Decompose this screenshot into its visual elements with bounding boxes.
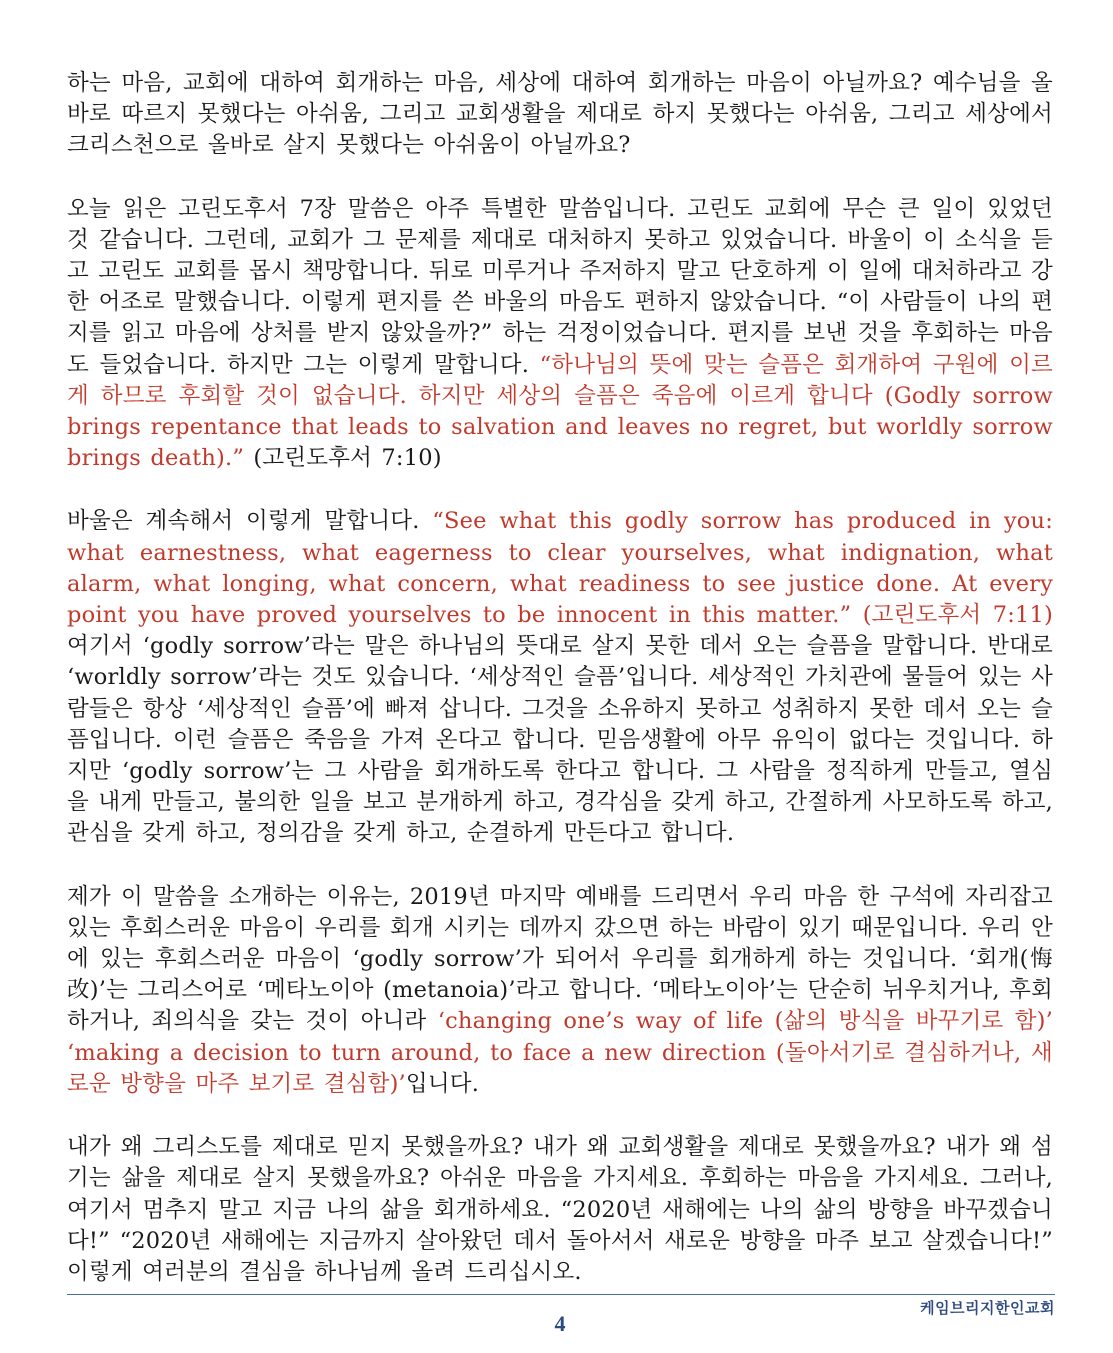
paragraph-5	[67, 1132, 1053, 1288]
paragraph-text: 입니다.	[405, 1070, 480, 1097]
highlighted-definition: ‘changing one’s way of life (삶의 방식을 바꾸기로 함)’ ‘making a decision to turn around, to face a new direction (돌아서기로 결심하거나, 새로운 방향을 마주 보기로 결심함)’	[67, 1008, 1053, 1097]
scripture-quote: “See what this godly sorrow has produced in you: what earnestness, what eagerness to clear yourselves, what indignation, what alarm, what longing, what concern, what readiness to see justice done. At every point you have proved yourselves to be innocent in this matter.”	[67, 508, 1053, 629]
paragraph-text: 제가 이 말씀을 소개하는 이유는, 2019년 마지막 예배를 드리면서 우리 마음 한 구석에 자리잡고 있는 후회스러운 마음이 우리를 회개 시키는 데까지 갔으면 하는 바람이 있기 때문입니다. 우리 안에 있는 후회스러운 마음이 ‘godly sorrow’가 되어서 우리를 회개하게 하는 것입니다. ‘회개(悔改)’는 그리스어로 ‘메타노이아 (metanoia)’라고 합니다. ‘메타노이아’는 단순히 뉘우치거나, 후회하거나, 죄의식을 갖는 것이 아니라	[67, 883, 1053, 1035]
paragraph-2	[67, 194, 1053, 475]
paragraph-text: 하는 마음, 교회에 대하여 회개하는 마음, 세상에 대하여 회개하는 마음이 아닐까요? 예수님을 올바로 따르지 못했다는 아쉬움, 그리고 교회생활을 제대로 하지 못했다는 아쉬움, 그리고 세상에서 크리스천으로 올바로 살지 못했다는 아쉬움이 아닐까요?	[67, 70, 1053, 159]
paragraph-text: 내가 왜 그리스도를 제대로 믿지 못했을까요? 내가 왜 교회생활을 제대로 못했을까요? 내가 왜 섬기는 삶을 제대로 살지 못했을까요? 아쉬운 마음을 가지세요. 후회하는 마음을 가지세요. 그러나, 여기서 멈추지 말고 지금 나의 삶을 회개하세요. “2020년 새해에는 나의 삶의 방향을 바꾸겠습니다!” “2020년 새해에는 지금까지 살아왔던 데서 돌아서서 새로운 방향을 마주 보고 살겠습니다!” 이렇게 여러분의 결심을 하나님께 올려 드리십시오.	[67, 1134, 1053, 1285]
page-body	[67, 68, 1053, 1320]
paragraph-1	[67, 68, 1053, 162]
footer-divider	[67, 1294, 1055, 1295]
paragraph-3	[67, 506, 1053, 849]
scripture-reference: (고린도후서 7:10)	[244, 445, 442, 472]
church-name: 케임브리지한인교회	[920, 1299, 1055, 1317]
paragraph-text: 여기서 ‘godly sorrow’라는 말은 하나님의 뜻대로 살지 못한 데서 오는 슬픔을 말합니다. 반대로 ‘worldly sorrow’라는 것도 있습니다. ‘세상적인 슬픔’입니다. 세상적인 가치관에 물들어 있는 사람들은 항상 ‘세상적인 슬픔’에 빠져 삽니다. 그것을 소유하지 못하고 성취하지 못한 데서 오는 슬픔입니다. 이런 슬픔은 죽음을 가져 온다고 합니다. 믿음생활에 아무 유익이 없다는 것입니다. 하지만 ‘godly sorrow’는 그 사람을 회개하도록 한다고 합니다. 그 사람을 정직하게 만들고, 열심을 내게 만들고, 불의한 일을 보고 분개하게 하고, 경각심을 갖게 하고, 간절하게 사모하도록 하고, 관심을 갖게 하고, 정의감을 갖게 하고, 순결하게 만든다고 합니다.	[67, 633, 1053, 847]
paragraph-text: 바울은 계속해서 이렇게 말합니다.	[67, 508, 433, 535]
paragraph-text: 오늘 읽은 고린도후서 7장 말씀은 아주 특별한 말씀입니다. 고린도 교회에 무슨 큰 일이 있었던 것 같습니다. 그런데, 교회가 그 문제를 제대로 대처하지 못하고 있었습니다. 바울이 이 소식을 듣고 고린도 교회를 몹시 책망합니다. 뒤로 미루거나 주저하지 말고 단호하게 이 일에 대처하라고 강한 어조로 말했습니다. 이렇게 편지를 쓴 바울의 마음도 편하지 않았습니다. “이 사람들이 나의 편지를 읽고 마음에 상처를 받지 않았을까?” 하는 걱정이었습니다. 편지를 보낸 것을 후회하는 마음도 들었습니다. 하지만 그는 이렇게 말합니다.	[67, 195, 1053, 378]
paragraph-4	[67, 882, 1053, 1100]
page-number: 4	[554, 1311, 566, 1336]
scripture-quote: “하나님의 뜻에 맞는 슬픔은 회개하여 구원에 이르게 하므로 후회할 것이 없습니다. 하지만 세상의 슬픔은 죽음에 이르게 합니다 (Godly sorrow brings repentance that leads to salvation and leaves no regret, but worldly sorrow brings death).”	[67, 351, 1053, 472]
scripture-reference: (고린도후서 7:11)	[851, 602, 1053, 629]
